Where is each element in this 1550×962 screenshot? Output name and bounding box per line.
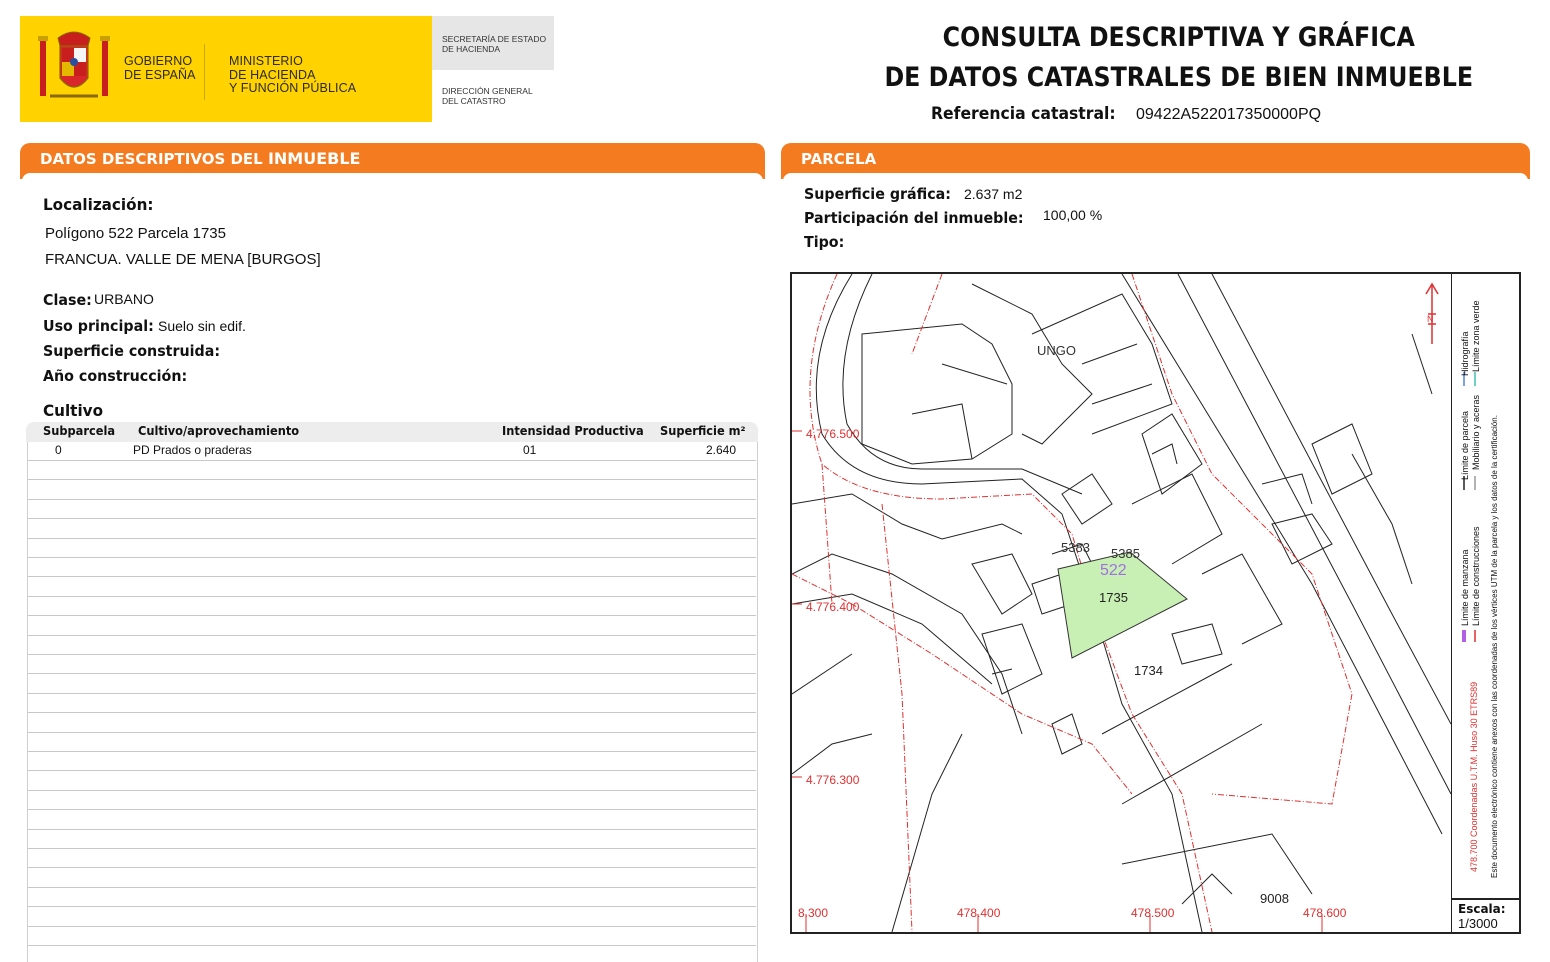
table-row-line xyxy=(28,460,756,461)
y-coord-label: 4.776.500 xyxy=(806,427,860,441)
document-title xyxy=(844,18,1513,98)
escala-value: 1/3000 xyxy=(1458,916,1498,931)
table-row-line xyxy=(28,732,756,733)
section-title-descriptivos-b: INMUEBLE xyxy=(267,149,361,168)
legend-limite-parcela: Límite de parcela xyxy=(1460,410,1470,480)
table-row-line xyxy=(28,538,756,539)
legend-hidrografia: Hidrografía xyxy=(1460,331,1470,376)
direccion-name xyxy=(442,86,533,106)
table-row-line xyxy=(28,693,756,694)
clase-value: URBANO xyxy=(94,291,154,307)
table-row-line xyxy=(28,809,756,810)
polygon-number: 522 xyxy=(1100,562,1127,579)
table-row-line xyxy=(28,518,756,519)
parcel-number: 5385 xyxy=(1111,546,1140,561)
table-row-line xyxy=(28,945,756,946)
table-row-line xyxy=(28,673,756,674)
ministry-line3: Y FUNCIÓN PÚBLICA xyxy=(229,81,357,95)
document-title-line1: CONSULTA DESCRIPTIVA Y GRÁFICA xyxy=(942,22,1415,53)
gov-name-line2: DE ESPAÑA xyxy=(124,67,196,82)
direccion-line2: DEL CATASTRO xyxy=(442,96,506,106)
parcel-number: 1735 xyxy=(1099,590,1128,605)
table-row-line xyxy=(28,596,756,597)
table-row-line xyxy=(28,926,756,927)
gov-name xyxy=(124,55,196,82)
cultivo-table-header xyxy=(26,422,758,442)
cultivo-title: Cultivo xyxy=(43,401,104,420)
ministry-line2: DE HACIENDA xyxy=(229,67,316,82)
tipo-label: Tipo: xyxy=(804,233,845,251)
section-bar-descriptivos-inner xyxy=(22,173,763,181)
uso-principal-label: Uso principal: xyxy=(43,317,154,335)
gov-name-line1: GOBIERNO xyxy=(124,54,193,68)
secretaria-line2: DE HACIENDA xyxy=(442,44,501,54)
section-bar-parcela-inner xyxy=(783,173,1528,181)
x-coord-label: 478.600 xyxy=(1303,906,1347,920)
referencia-label: Referencia catastral: xyxy=(931,104,1116,124)
legend-mobiliario: Mobiliario y aceras xyxy=(1471,394,1481,470)
table-row-line xyxy=(28,712,756,713)
escala-label: Escala: xyxy=(1458,902,1506,916)
place-label: UNGO xyxy=(1037,343,1076,358)
table-left-border xyxy=(27,442,28,962)
table-row-line xyxy=(28,654,756,655)
legend-limite-manzana: Límite de manzana xyxy=(1460,549,1470,626)
table-row-line xyxy=(28,635,756,636)
y-coord-label: 4.776.300 xyxy=(806,773,860,787)
th-cultivo: Cultivo/aprovechamiento xyxy=(138,424,300,438)
localizacion-line2: FRANCUA. VALLE DE MENA [BURGOS] xyxy=(45,251,321,268)
table-row-line xyxy=(28,887,756,888)
table-row-line xyxy=(28,906,756,907)
section-title-parcela: PARCELA xyxy=(801,150,877,168)
legend-limite-construcciones: Límite de construcciones xyxy=(1471,526,1481,626)
legend-doc-note: Este documento electrónico contiene anexos con las coordenadas de los vértices UTM de la parcela y los datos de la certificación. xyxy=(1490,415,1499,878)
secretaria-name xyxy=(442,34,546,54)
y-coord-label: 4.776.400 xyxy=(806,600,860,614)
table-row-line xyxy=(28,576,756,577)
td-intensidad: 01 xyxy=(523,443,537,457)
superficie-grafica-label: Superficie gráfica: xyxy=(804,185,951,203)
table-row-line xyxy=(28,867,756,868)
parcel-number: 9008 xyxy=(1260,891,1289,906)
x-coord-label: 478.400 xyxy=(957,906,1001,920)
escala-divider xyxy=(1451,898,1521,900)
document-title-line2: DE DATOS CATASTRALES DE BIEN INMUEBLE xyxy=(884,62,1474,93)
th-subparcela: Subparcela xyxy=(43,424,116,438)
localizacion-label: Localización: xyxy=(43,195,154,214)
th-superficie: Superficie m² xyxy=(660,424,746,438)
table-row-line xyxy=(28,499,756,500)
th-intensidad: Intensidad Productiva xyxy=(502,424,644,438)
participacion-value: 100,00 % xyxy=(1043,207,1103,223)
parcel-number: 1734 xyxy=(1134,663,1163,678)
table-row-line xyxy=(28,848,756,849)
clase-label: Clase: xyxy=(43,291,92,309)
participacion-label: Participación del inmueble: xyxy=(804,209,1024,227)
x-coord-label: 8.300 xyxy=(798,906,829,920)
td-cultivo: PD Prados o praderas xyxy=(133,443,252,457)
table-row-line xyxy=(28,557,756,558)
north-label: N xyxy=(1427,314,1434,324)
legend-zona-verde: Límite zona verde xyxy=(1471,300,1481,372)
secretaria-line1: SECRETARÍA DE ESTADO xyxy=(442,34,547,44)
table-row-line xyxy=(28,615,756,616)
table-row-line xyxy=(28,479,756,480)
localizacion-line1: Polígono 522 Parcela 1735 xyxy=(45,225,226,242)
td-superficie: 2.640 xyxy=(706,443,737,457)
anio-construccion-label: Año construcción: xyxy=(43,367,188,385)
table-right-border xyxy=(757,442,758,962)
referencia-value: 09422A522017350000PQ xyxy=(1136,106,1322,123)
td-subparcela: 0 xyxy=(55,443,62,457)
superficie-grafica-value: 2.637 m2 xyxy=(964,186,1023,202)
coat-of-arms-icon xyxy=(36,28,112,108)
uso-principal-value: Suelo sin edif. xyxy=(158,318,246,334)
ministry-name xyxy=(229,55,356,96)
direccion-line1: DIRECCIÓN GENERAL xyxy=(442,86,533,96)
x-coord-label: 478.500 xyxy=(1131,906,1175,920)
ministry-line1: MINISTERIO xyxy=(229,54,303,68)
superficie-construida-label: Superficie construida: xyxy=(43,342,221,360)
table-row-line xyxy=(28,770,756,771)
logo-divider xyxy=(204,44,205,100)
table-row-line xyxy=(28,829,756,830)
table-row-line xyxy=(28,790,756,791)
table-row-line xyxy=(28,751,756,752)
section-title-descriptivos-a: DATOS DESCRIPTIVOS DEL xyxy=(40,150,268,168)
legend-coords-note: 478.700 Coordenadas U.T.M. Huso 30 ETRS89 xyxy=(1469,681,1479,872)
parcel-number: 5383 xyxy=(1061,540,1090,555)
